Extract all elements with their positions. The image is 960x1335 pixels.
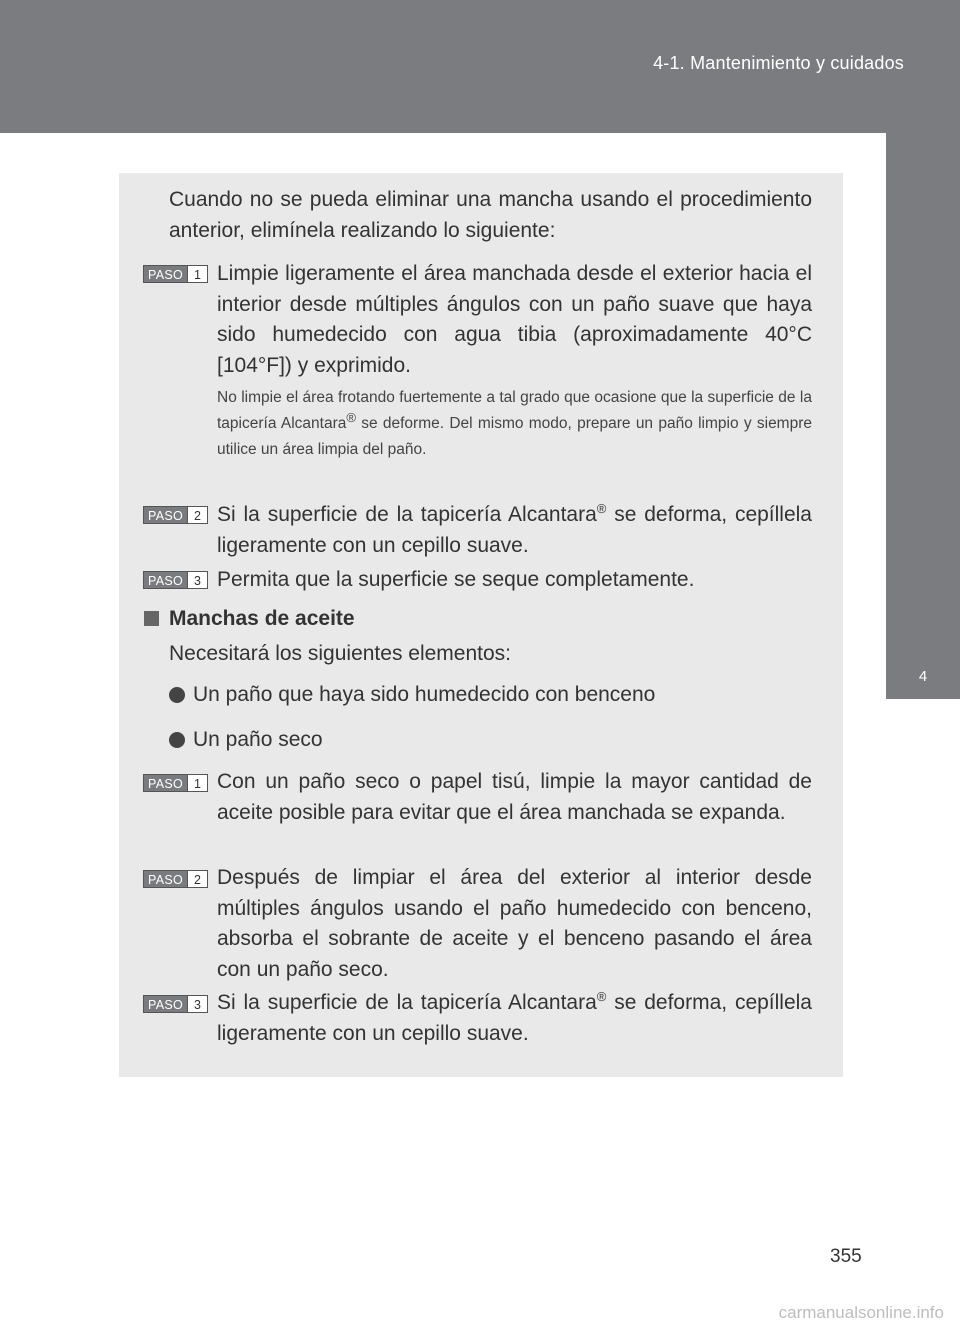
- step-badge-a1: [143, 265, 208, 283]
- step-badge-number: 2: [187, 871, 207, 887]
- watermark: carmanualsonline.info: [778, 1303, 944, 1322]
- step-badge-number: 1: [187, 775, 207, 791]
- step-a1-note: No limpie el área frotando fuertemente a tal grado que ocasione que la superficie de la tapicería Alcantara® se deforme. Del mismo modo, prepare un paño limpio y siempre utilice un área limpia del paño.: [217, 389, 812, 458]
- square-bullet-icon: [144, 611, 159, 626]
- step-b2-text: Después de limpiar el área del exterior al interior desde múltiples ángulos usando el paño humedecido con benceno, absorba el sobrante de aceite y el benceno pasando el área con un paño seco.: [217, 866, 812, 981]
- chapter-tab: [886, 133, 960, 699]
- step-badge-word: PASO: [144, 996, 187, 1012]
- step-badge-a3: [143, 571, 208, 589]
- step-badge-number: 1: [187, 266, 207, 282]
- step-badge-b1: [143, 774, 208, 792]
- step-badge-b2: [143, 870, 208, 888]
- chapter-number: 4: [918, 668, 928, 685]
- bullet-item: Un paño seco: [193, 728, 323, 751]
- chapter-label: Mantenimiento y cuidados: [926, 740, 943, 926]
- oil-intro: Necesitará los siguientes elementos:: [169, 642, 512, 665]
- section-heading: Manchas de aceite: [169, 607, 355, 630]
- step-badge-b3: [143, 995, 208, 1013]
- step-badge-number: 3: [187, 996, 207, 1012]
- step-badge-number: 3: [187, 572, 207, 588]
- step-a2-text: Si la superficie de la tapicería Alcantara® se deforma, cepíllela ligeramente con un cepillo suave.: [217, 501, 812, 557]
- step-badge-word: PASO: [144, 572, 187, 588]
- step-b1-text: Con un paño seco o papel tisú, limpie la mayor cantidad de aceite posible para evitar que el área manchada se expanda.: [217, 770, 812, 824]
- step-badge-word: PASO: [144, 266, 187, 282]
- step-badge-word: PASO: [144, 507, 187, 523]
- step-a3-text: Permita que la superficie se seque completamente.: [217, 568, 695, 591]
- step-a1-text: Limpie ligeramente el área manchada desde el exterior hacia el interior desde múltiples ángulos con un paño suave que haya sido humedecido con agua tibia (aproximadamente 40°C [104°F]) y exprimido.: [217, 262, 812, 377]
- section-title: 4-1. Mantenimiento y cuidados: [653, 53, 904, 73]
- bullet-item: Un paño que haya sido humedecido con benceno: [193, 683, 656, 706]
- step-b3-text: Si la superficie de la tapicería Alcantara® se deforma, cepíllela ligeramente con un cepillo suave.: [217, 989, 812, 1045]
- intro-paragraph: Cuando no se pueda eliminar una mancha usando el procedimiento anterior, elimínela realizando lo siguiente:: [169, 188, 812, 242]
- step-badge-word: PASO: [144, 871, 187, 887]
- step-badge-number: 2: [187, 507, 207, 523]
- step-badge-word: PASO: [144, 775, 187, 791]
- bullet-dot-icon: [169, 732, 185, 748]
- step-badge-a2: [143, 506, 208, 524]
- page-header: [0, 0, 960, 133]
- bullet-dot-icon: [169, 687, 185, 703]
- page-number: 355: [830, 1246, 862, 1267]
